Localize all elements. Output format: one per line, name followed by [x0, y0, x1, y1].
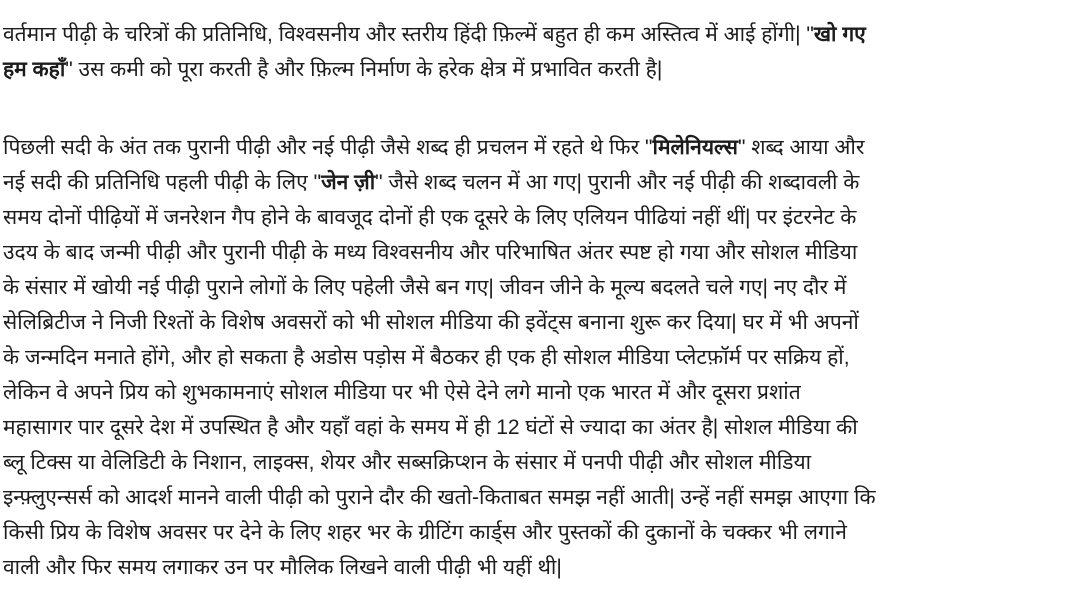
text-line: [3, 130, 1066, 165]
text-segment: " शब्द आया और: [737, 136, 865, 159]
text-segment: उदय के बाद जन्मी पीढ़ी और पुरानी पीढ़ी के मध्य विश्वसनीय और परिभाषित अंतर स्पष्ट हो गया और सोशल मीडिया: [3, 241, 858, 264]
text-segment: " जैसे शब्द चलन में आ गए| पुरानी और नई पीढ़ी की शब्दावली के: [375, 171, 860, 194]
text-segment: वर्तमान पीढ़ी के चरित्रों की प्रतिनिधि, विश्वसनीय और स्तरीय हिंदी फ़िल्में बहुत ही कम अस्तित्व में आई होंगी| ": [3, 23, 814, 46]
bold-text-segment: मिलेनियल्स: [652, 136, 738, 159]
text-line: [3, 200, 1066, 235]
text-segment: समय दोनों पीढ़ियों में जनरेशन गैप होने के बावजूद दोनों ही एक दूसरे के लिए एलियन पीढियां नहीं थीं| पर इंटरनेट के: [3, 206, 857, 229]
text-line: [3, 270, 1066, 305]
text-line: [3, 515, 1066, 550]
text-line: [3, 17, 1066, 52]
text-line: [3, 305, 1066, 340]
text-line: [3, 235, 1066, 270]
bold-text-segment: हम कहाँ: [3, 58, 66, 81]
text-segment: किसी प्रिय के विशेष अवसर पर देने के लिए शहर भर के ग्रीटिंग कार्ड्स और पुस्तकों की दुकानों के चक्कर भी लगाने: [3, 521, 847, 544]
text-segment: वाली और फिर समय लगाकर उन पर मौलिक लिखने वाली पीढ़ी भी यहीं थी|: [3, 556, 562, 579]
text-segment: पिछली सदी के अंत तक पुरानी पीढ़ी और नई पीढ़ी जैसे शब्द ही प्रचलन में रहते थे फिर ": [3, 136, 653, 159]
paragraph: [3, 130, 1066, 585]
text-line: [3, 375, 1066, 410]
text-segment: सेलिब्रिटीज ने निजी रिश्तों के विशेष अवसरों को भी सोशल मीडिया की इवेंट्स बनाना शुरू कर दिया| घर में भी अपनों: [3, 311, 859, 334]
text-segment: लेकिन वे अपने प्रिय को शुभकामनाएं सोशल मीडिया पर भी ऐसे देने लगे मानो एक भारत में और दूसरा प्रशांत: [3, 381, 801, 404]
text-segment: के संसार में खोयी नई पीढ़ी पुराने लोगों के लिए पहेली जैसे बन गए| जीवन जीने के मूल्य बदलते चले गए| नए दौर में: [3, 276, 847, 299]
text-segment: महासागर पार दूसरे देश में उपस्थित है और यहाँ वहां के समय में ही 12 घंटों से ज्यादा का अंतर है| सोशल मीडिया की: [3, 416, 858, 439]
text-line: [3, 550, 1066, 585]
text-line: [3, 340, 1066, 375]
bold-text-segment: खो गए: [813, 23, 866, 46]
text-segment: ब्लू टिक्स या वेलिडिटी के निशान, लाइक्स, शेयर और सब्सक्रिप्शन के संसार में पनपी पीढ़ी और सोशल मीडिया: [3, 451, 812, 474]
text-segment: नई सदी की प्रतिनिधि पहली पीढ़ी के लिए ": [3, 171, 322, 194]
bold-text-segment: जेन ज़ी: [321, 171, 376, 194]
text-line: [3, 52, 1066, 87]
text-segment: " उस कमी को पूरा करती है और फ़िल्म निर्माण के हरेक क्षेत्र में प्रभावित करती है|: [65, 58, 663, 81]
article-text: [3, 17, 1066, 585]
paragraph: [3, 17, 1066, 87]
text-segment: के जन्मदिन मनाते होंगे, और हो सकता है अडोस पड़ोस में बैठकर ही एक ही सोशल मीडिया प्लेटफ़ॉर्म पर सक्रिय हों,: [3, 346, 850, 369]
text-segment: इन्फ़्लुएन्सर्स को आदर्श मानने वाली पीढ़ी को पुराने दौर की खतो-किताबत समझ नहीं आती| उन्हें नहीं समझ आएगा कि: [3, 486, 876, 509]
text-line: [3, 480, 1066, 515]
text-line: [3, 410, 1066, 445]
text-line: [3, 165, 1066, 200]
text-line: [3, 445, 1066, 480]
